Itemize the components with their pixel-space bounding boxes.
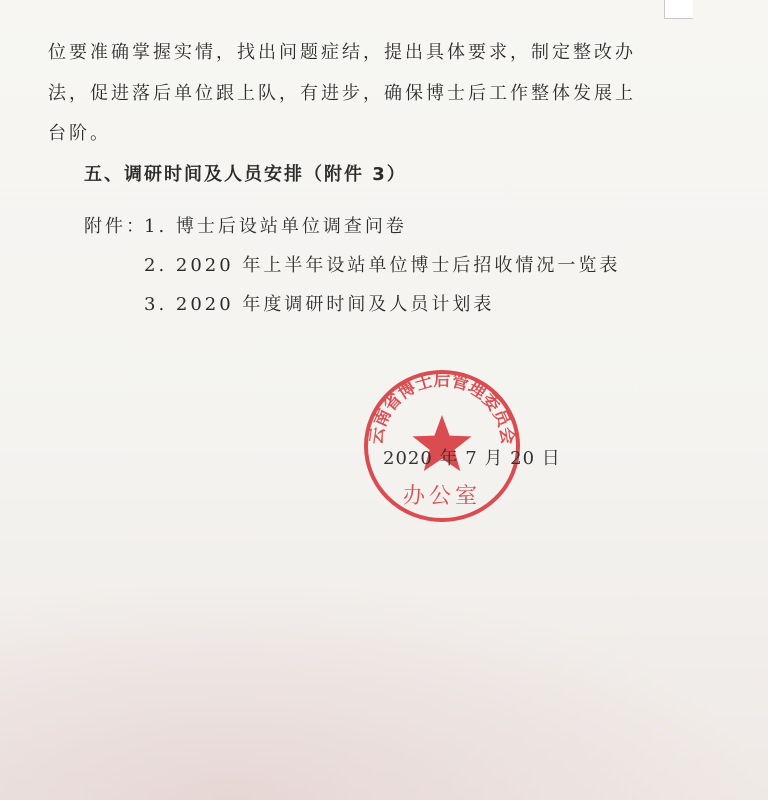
attachment-item-3: 3. 2020 年度调研时间及人员计划表 [144,294,495,315]
paragraph-line-1: 位要准确掌握实情，找出问题症结，提出具体要求，制定整改办 [48,42,636,63]
attachments-label: 附件： [84,216,147,237]
seal-inner-text: 办公室 [402,484,482,509]
section-heading: 五、调研时间及人员安排（附件 3） [84,164,407,185]
document-date: 2020 年 7 月 20 日 [383,448,561,469]
seal-outer-text: 云南省博士后管理委员会 [366,370,518,446]
paragraph-line-3: 台阶。 [48,123,111,144]
paragraph-line-2: 法，促进落后单位跟上队，有进步，确保博士后工作整体发展上 [48,83,636,104]
corner-box [664,0,693,19]
attachment-item-2: 2. 2020 年上半年设站单位博士后招收情况一览表 [144,255,621,276]
attachment-item-1: 1. 博士后设站单位调查问卷 [144,216,407,237]
